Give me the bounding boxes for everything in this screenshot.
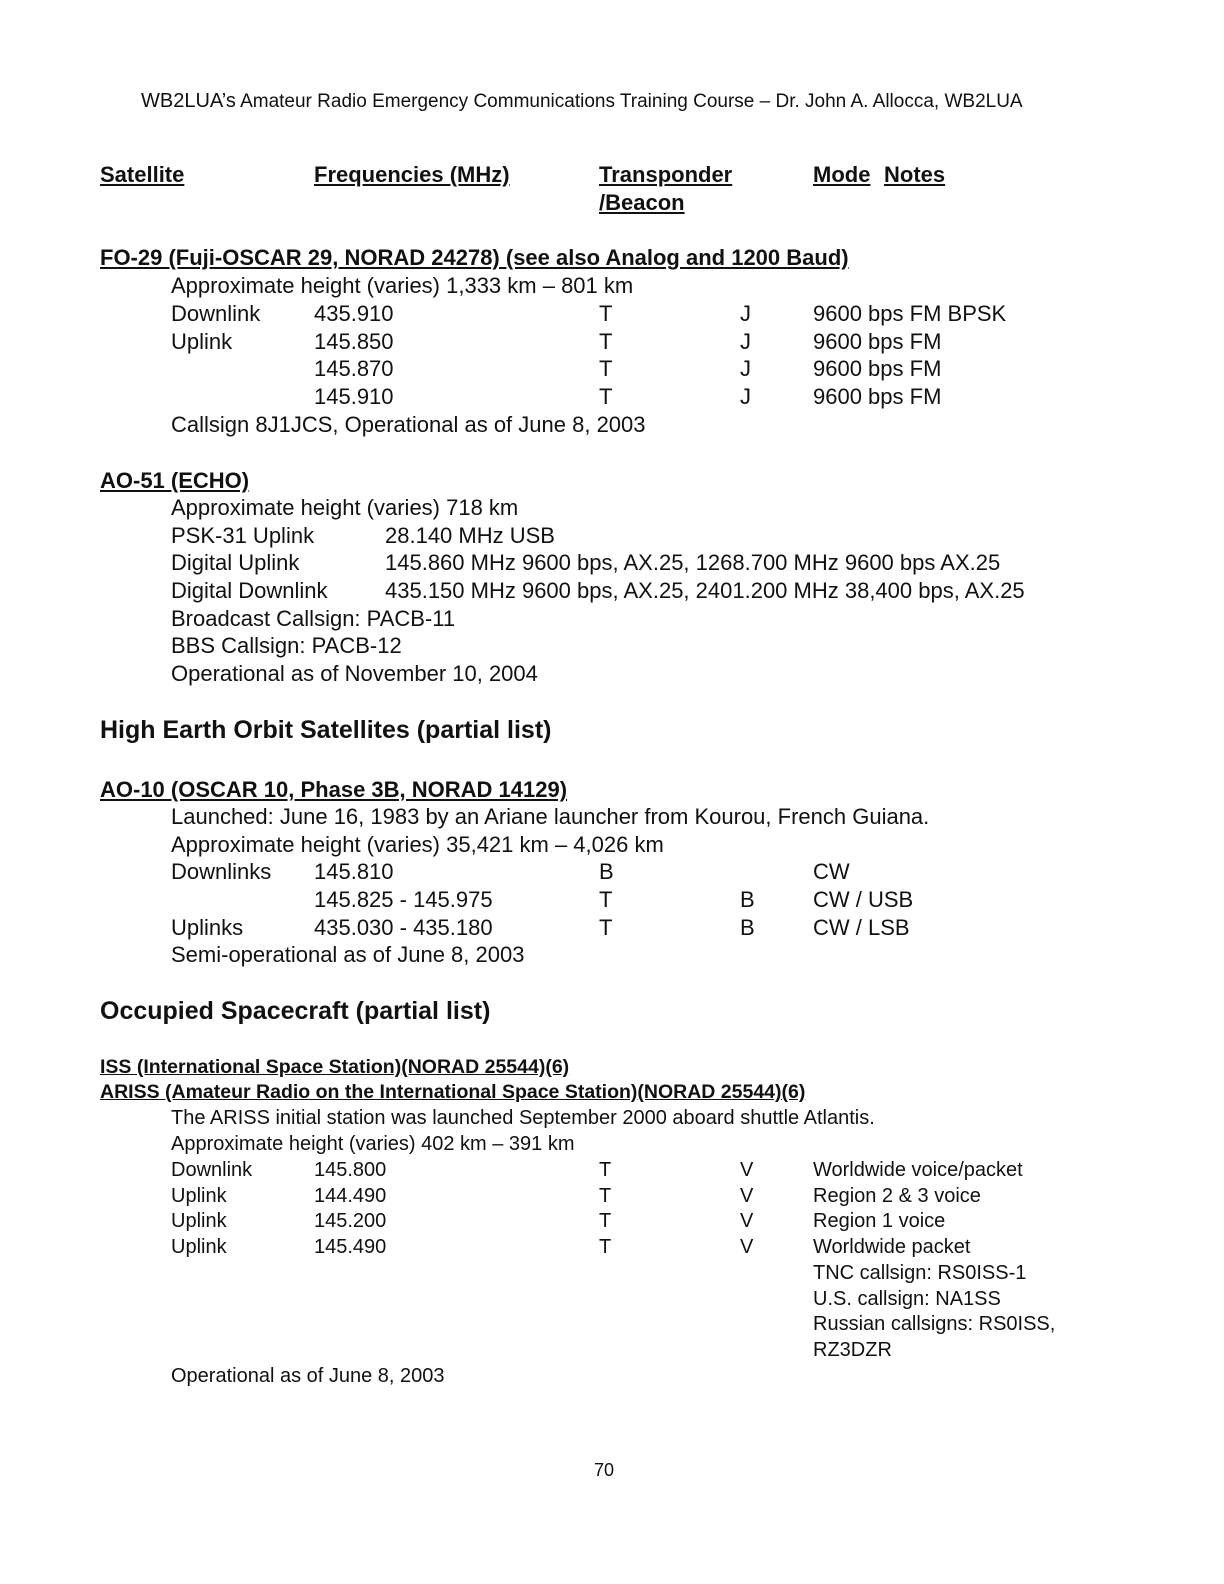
row-notes: 9600 bps FM BPSK — [813, 301, 1007, 326]
row-notes: CW / LSB — [813, 915, 910, 940]
row-tb: T — [599, 915, 613, 940]
ao51-downlink-label: Digital Downlink — [171, 578, 328, 603]
row-freq: 145.800 — [314, 1159, 387, 1181]
ao51-height: Approximate height (varies) 718 km — [171, 495, 519, 520]
row-label: Uplink — [171, 329, 233, 354]
col-beacon: /Beacon — [599, 190, 685, 215]
ao51-downlink-value: 435.150 MHz 9600 bps, AX.25, 2401.200 MHz 38,400 bps, AX.25 — [385, 578, 1025, 603]
row-freq: 145.810 — [314, 859, 394, 884]
row-notes: Region 1 voice — [813, 1210, 946, 1232]
row-tb: B — [599, 859, 614, 884]
ao51-uplink-value: 145.860 MHz 9600 bps, AX.25, 1268.700 MHz 9600 bps AX.25 — [385, 550, 1001, 575]
row-tb: T — [599, 887, 613, 912]
iss-height: Approximate height (varies) 402 km – 391 km — [171, 1133, 575, 1155]
row-freq: 145.490 — [314, 1236, 387, 1258]
iss-us-callsign: U.S. callsign: NA1SS — [813, 1288, 1001, 1310]
iss-launched: The ARISS initial station was launched September 2000 aboard shuttle Atlantis. — [171, 1107, 875, 1129]
row-tb: T — [599, 1236, 612, 1258]
row-label: Uplink — [171, 1210, 227, 1232]
row-mode: J — [740, 384, 751, 409]
iss-title: ISS (International Space Station)(NORAD 25544)(6) — [100, 1056, 570, 1078]
iss-tnc-callsign: TNC callsign: RS0ISS-1 — [813, 1262, 1027, 1284]
section-heading-heo: High Earth Orbit Satellites (partial list) — [100, 716, 552, 744]
ao10-launched: Launched: June 16, 1983 by an Ariane launcher from Kourou, French Guiana. — [171, 804, 930, 829]
row-freq: 145.200 — [314, 1210, 387, 1232]
row-freq: 145.825 - 145.975 — [314, 887, 493, 912]
col-transponder: Transponder — [599, 162, 733, 187]
row-mode: V — [740, 1185, 754, 1207]
fo29-title: FO-29 (Fuji-OSCAR 29, NORAD 24278) (see also Analog and 1200 Baud) — [100, 245, 849, 270]
header-title: Amateur Radio Emergency Communications Training Course – Dr. John A. Allocca, WB2LUA — [235, 91, 1023, 112]
ao51-title: AO-51 (ECHO) — [100, 468, 250, 493]
row-notes: Region 2 & 3 voice — [813, 1185, 981, 1207]
row-mode: J — [740, 329, 751, 354]
row-freq: 144.490 — [314, 1185, 387, 1207]
ao10-title: AO-10 (OSCAR 10, Phase 3B, NORAD 14129) — [100, 777, 568, 802]
ao51-broadcast: Broadcast Callsign: PACB-11 — [171, 606, 456, 631]
row-freq: 145.870 — [314, 356, 394, 381]
row-tb: T — [599, 301, 613, 326]
fo29-footer: Callsign 8J1JCS, Operational as of June 8, 2003 — [171, 412, 646, 437]
row-mode: J — [740, 356, 751, 381]
iss-russian-callsigns: Russian callsigns: RS0ISS, — [813, 1313, 1056, 1335]
row-notes: CW — [813, 859, 850, 884]
row-label: Downlink — [171, 1159, 253, 1181]
row-freq: 435.910 — [314, 301, 394, 326]
row-tb: T — [599, 384, 613, 409]
row-notes: 9600 bps FM — [813, 329, 942, 354]
ao10-height: Approximate height (varies) 35,421 km – 4,026 km — [171, 832, 664, 857]
row-freq: 145.910 — [314, 384, 394, 409]
row-label: Uplink — [171, 1236, 227, 1258]
row-freq: 145.850 — [314, 329, 394, 354]
row-tb: T — [599, 1159, 612, 1181]
row-tb: T — [599, 329, 613, 354]
header-prefix: WB2LUA’s — [141, 90, 236, 112]
section-heading-occupied: Occupied Spacecraft (partial list) — [100, 997, 491, 1025]
row-tb: T — [599, 356, 613, 381]
fo29-height: Approximate height (varies) 1,333 km – 801 km — [171, 273, 634, 298]
row-notes: CW / USB — [813, 887, 914, 912]
row-notes: Worldwide voice/packet — [813, 1159, 1023, 1181]
row-tb: T — [599, 1185, 612, 1207]
col-mode: Mode — [813, 162, 871, 187]
ao51-operational: Operational as of November 10, 2004 — [171, 661, 538, 686]
iss-footer: Operational as of June 8, 2003 — [171, 1365, 445, 1387]
col-satellite: Satellite — [100, 162, 185, 187]
row-label: Downlink — [171, 301, 261, 326]
row-label: Downlinks — [171, 859, 272, 884]
ao10-footer: Semi-operational as of June 8, 2003 — [171, 942, 525, 967]
row-mode: V — [740, 1159, 754, 1181]
row-mode: B — [740, 887, 755, 912]
ariss-title: ARISS (Amateur Radio on the International Space Station)(NORAD 25544)(6) — [100, 1081, 806, 1103]
row-mode: B — [740, 915, 755, 940]
ao51-uplink-label: Digital Uplink — [171, 550, 300, 575]
row-mode: J — [740, 301, 751, 326]
row-mode: V — [740, 1210, 754, 1232]
ao51-psk-value: 28.140 MHz USB — [385, 523, 555, 548]
ao51-psk-label: PSK-31 Uplink — [171, 523, 315, 548]
page-number: 70 — [594, 1460, 615, 1480]
iss-russian-callsigns-cont: RZ3DZR — [813, 1339, 892, 1361]
row-freq: 435.030 - 435.180 — [314, 915, 493, 940]
row-mode: V — [740, 1236, 754, 1258]
ao51-bbs: BBS Callsign: PACB-12 — [171, 633, 402, 658]
running-header — [141, 90, 1023, 113]
row-label: Uplinks — [171, 915, 244, 940]
col-notes: Notes — [884, 162, 946, 187]
row-notes: 9600 bps FM — [813, 384, 942, 409]
col-frequencies: Frequencies (MHz) — [314, 162, 510, 187]
row-label: Uplink — [171, 1185, 227, 1207]
row-tb: T — [599, 1210, 612, 1232]
row-notes: Worldwide packet — [813, 1236, 971, 1258]
row-notes: 9600 bps FM — [813, 356, 942, 381]
